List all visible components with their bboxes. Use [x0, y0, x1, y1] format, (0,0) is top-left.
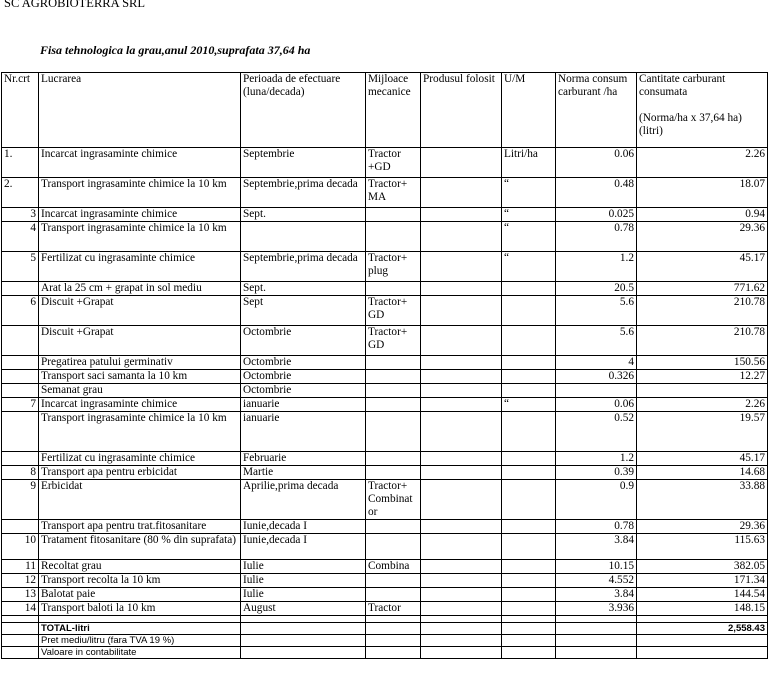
cell-cantitate: 148.15	[637, 602, 768, 616]
footer-cell	[2, 647, 39, 659]
footer-cell	[241, 647, 366, 659]
cell-cantitate: 14.68	[637, 466, 768, 480]
cell-mijloace	[366, 412, 421, 452]
cell-perioada: ianuarie	[241, 398, 366, 412]
cell-produsul	[421, 480, 502, 520]
cell-perioada: Sept.	[241, 208, 366, 222]
cell-um	[502, 534, 556, 560]
table-row	[2, 588, 768, 602]
cell-mijloace	[366, 208, 421, 222]
cell-nr: 13	[2, 588, 39, 602]
cell-produsul	[421, 208, 502, 222]
cell-cantitate: 771.62	[637, 282, 768, 296]
table-row	[2, 384, 768, 398]
cell-mijloace: Tractor+ GD	[366, 296, 421, 326]
table-row	[2, 356, 768, 370]
table-row	[2, 326, 768, 356]
total-row-label: TOTAL-litri	[39, 623, 241, 635]
cell-nr	[2, 520, 39, 534]
cell-perioada: Iulie	[241, 560, 366, 574]
footer-cell	[2, 635, 39, 647]
cell-norma: 0.9	[556, 480, 637, 520]
cell-produsul	[421, 560, 502, 574]
cell-mijloace	[366, 282, 421, 296]
cell-nr: 2.	[2, 178, 39, 208]
cell-mijloace	[366, 466, 421, 480]
footer-cell	[2, 623, 39, 635]
cell-lucrarea: Transport ingrasaminte chimice la 10 km	[39, 412, 241, 452]
header-cantitate-label: Cantitate carburant consumata	[639, 73, 726, 98]
cell-lucrarea: Incarcat ingrasaminte chimice	[39, 398, 241, 412]
cell-lucrarea: Incarcat ingrasaminte chimice	[39, 208, 241, 222]
cell-nr	[2, 282, 39, 296]
cell-lucrarea: Recoltat grau	[39, 560, 241, 574]
cell-perioada: Iunie,decada I	[241, 534, 366, 560]
cell-lucrarea: Pregatirea patului germinativ	[39, 356, 241, 370]
cell-um	[502, 560, 556, 574]
cell-perioada: Iulie	[241, 588, 366, 602]
footer-cell	[556, 623, 637, 635]
cell-lucrarea: Discuit +Grapat	[39, 296, 241, 326]
cell-cantitate: 29.36	[637, 520, 768, 534]
cell-lucrarea: Transport ingrasaminte chimice la 10 km	[39, 222, 241, 252]
cell-mijloace	[366, 534, 421, 560]
cell-perioada: Septembrie,prima decada	[241, 252, 366, 282]
cell-um	[502, 384, 556, 398]
cell-lucrarea: Transport recolta la 10 km	[39, 574, 241, 588]
cell-nr: 10	[2, 534, 39, 560]
footer-cell	[366, 635, 421, 647]
cell-lucrarea: Fertilizat cu ingrasaminte chimice	[39, 452, 241, 466]
cell-cantitate: 210.78	[637, 296, 768, 326]
footer-cell	[366, 647, 421, 659]
cell-nr: 7	[2, 398, 39, 412]
cell-um	[502, 282, 556, 296]
cell-perioada: Sept	[241, 296, 366, 326]
cell-cantitate: 150.56	[637, 356, 768, 370]
cell-perioada: ianuarie	[241, 412, 366, 452]
cell-lucrarea: Fertilizat cu ingrasaminte chimice	[39, 252, 241, 282]
cell-um: “	[502, 208, 556, 222]
header-um: U/M	[502, 73, 556, 148]
cell-produsul	[421, 588, 502, 602]
cell-perioada: Martie	[241, 466, 366, 480]
cell-norma: 4	[556, 356, 637, 370]
cell-norma	[556, 384, 637, 398]
cell-cantitate: 115.63	[637, 534, 768, 560]
cell-cantitate: 2.26	[637, 398, 768, 412]
blank-cell	[421, 616, 502, 623]
blank-cell	[241, 616, 366, 623]
footer-cell	[241, 623, 366, 635]
footer-cell	[637, 647, 768, 659]
cell-produsul	[421, 452, 502, 466]
cell-lucrarea: Arat la 25 cm + grapat in sol mediu	[39, 282, 241, 296]
cell-cantitate: 45.17	[637, 452, 768, 466]
cell-perioada: Iulie	[241, 574, 366, 588]
cell-produsul	[421, 222, 502, 252]
cell-um	[502, 296, 556, 326]
header-produsul: Produsul folosit	[421, 73, 502, 148]
cell-produsul	[421, 252, 502, 282]
cell-cantitate: 33.88	[637, 480, 768, 520]
cell-produsul	[421, 466, 502, 480]
cell-norma: 1.2	[556, 452, 637, 466]
cell-um: Litri/ha	[502, 148, 556, 178]
cell-perioada	[241, 222, 366, 252]
cell-mijloace: Tractor+ MA	[366, 178, 421, 208]
blank-cell	[366, 616, 421, 623]
cell-um	[502, 602, 556, 616]
cell-cantitate	[637, 384, 768, 398]
cell-um: “	[502, 178, 556, 208]
tech-sheet-table	[1, 72, 768, 659]
cell-nr	[2, 326, 39, 356]
cell-produsul	[421, 384, 502, 398]
cell-mijloace	[366, 452, 421, 466]
table-row	[2, 370, 768, 384]
cell-nr: 8	[2, 466, 39, 480]
valoare-row	[2, 647, 768, 659]
footer-cell	[241, 635, 366, 647]
cell-lucrarea: Transport apa pentru trat.fitosanitare	[39, 520, 241, 534]
cell-cantitate: 29.36	[637, 222, 768, 252]
table-row	[2, 480, 768, 520]
cell-cantitate: 382.05	[637, 560, 768, 574]
cell-lucrarea: Transport ingrasaminte chimice la 10 km	[39, 178, 241, 208]
pret-row-label: Pret mediu/litru (fara TVA 19 %)	[39, 635, 241, 647]
cell-nr: 5	[2, 252, 39, 282]
cell-mijloace: Tractor	[366, 602, 421, 616]
total-row	[2, 623, 768, 635]
table-row	[2, 412, 768, 452]
table-row	[2, 282, 768, 296]
table-row	[2, 602, 768, 616]
total-row-value: 2,558.43	[637, 623, 768, 635]
cell-lucrarea: Transport saci samanta la 10 km	[39, 370, 241, 384]
cell-norma: 0.025	[556, 208, 637, 222]
table-row	[2, 398, 768, 412]
cell-norma: 20.5	[556, 282, 637, 296]
pret-row	[2, 635, 768, 647]
cell-norma: 0.48	[556, 178, 637, 208]
cell-produsul	[421, 574, 502, 588]
cell-perioada: Aprilie,prima decada	[241, 480, 366, 520]
cell-perioada: Octombrie	[241, 370, 366, 384]
cell-norma: 3.84	[556, 588, 637, 602]
cell-nr	[2, 412, 39, 452]
footer-cell	[556, 647, 637, 659]
header-mijloace: Mijloace mecanice	[366, 73, 421, 148]
cell-lucrarea: Balotat paie	[39, 588, 241, 602]
cell-produsul	[421, 178, 502, 208]
cell-lucrarea: Tratament fitosanitare (80 % din suprafata)	[39, 534, 241, 560]
cell-cantitate: 144.54	[637, 588, 768, 602]
cell-um	[502, 452, 556, 466]
cell-um	[502, 466, 556, 480]
cell-lucrarea: Discuit +Grapat	[39, 326, 241, 356]
table-row	[2, 296, 768, 326]
cell-mijloace	[366, 398, 421, 412]
cell-produsul	[421, 412, 502, 452]
cell-produsul	[421, 326, 502, 356]
cell-mijloace: Tractor +GD	[366, 148, 421, 178]
cell-norma: 0.78	[556, 520, 637, 534]
table-row	[2, 574, 768, 588]
cell-nr: 12	[2, 574, 39, 588]
cell-perioada: Februarie	[241, 452, 366, 466]
cell-nr: 6	[2, 296, 39, 326]
cell-nr: 1.	[2, 148, 39, 178]
blank-cell	[637, 616, 768, 623]
cell-um	[502, 480, 556, 520]
cell-norma: 0.78	[556, 222, 637, 252]
cell-produsul	[421, 296, 502, 326]
cell-lucrarea: Incarcat ingrasaminte chimice	[39, 148, 241, 178]
cell-um	[502, 356, 556, 370]
footer-cell	[637, 635, 768, 647]
cell-lucrarea: Transport apa pentru erbicidat	[39, 466, 241, 480]
cell-perioada: Octombrie	[241, 356, 366, 370]
cell-mijloace	[366, 370, 421, 384]
cell-mijloace	[366, 384, 421, 398]
blank-cell	[502, 616, 556, 623]
cell-norma: 1.2	[556, 252, 637, 282]
cell-nr: 9	[2, 480, 39, 520]
cell-mijloace	[366, 222, 421, 252]
table-row	[2, 252, 768, 282]
blank-cell	[39, 616, 241, 623]
cell-cantitate: 2.26	[637, 148, 768, 178]
cell-norma: 3.84	[556, 534, 637, 560]
cell-nr: 3	[2, 208, 39, 222]
cell-cantitate: 18.07	[637, 178, 768, 208]
table-row	[2, 148, 768, 178]
table-row	[2, 208, 768, 222]
cell-nr	[2, 356, 39, 370]
footer-cell	[421, 647, 502, 659]
table-row	[2, 520, 768, 534]
cell-produsul	[421, 602, 502, 616]
cell-cantitate: 0.94	[637, 208, 768, 222]
cell-um	[502, 412, 556, 452]
cell-nr	[2, 384, 39, 398]
cell-mijloace	[366, 356, 421, 370]
cell-produsul	[421, 282, 502, 296]
cell-perioada: August	[241, 602, 366, 616]
table-row	[2, 560, 768, 574]
header-nr: Nr.crt	[2, 73, 39, 148]
blank-cell	[2, 616, 39, 623]
cell-norma: 0.06	[556, 398, 637, 412]
cell-um	[502, 574, 556, 588]
cell-lucrarea: Erbicidat	[39, 480, 241, 520]
cell-lucrarea: Transport baloti la 10 km	[39, 602, 241, 616]
cell-produsul	[421, 356, 502, 370]
cell-norma: 0.39	[556, 466, 637, 480]
cell-nr: 4	[2, 222, 39, 252]
cell-um: “	[502, 398, 556, 412]
table-row	[2, 534, 768, 560]
valoare-row-label: Valoare in contabilitate	[39, 647, 241, 659]
cell-cantitate: 12.27	[637, 370, 768, 384]
cell-lucrarea: Semanat grau	[39, 384, 241, 398]
footer-cell	[366, 623, 421, 635]
cell-norma: 0.326	[556, 370, 637, 384]
cell-cantitate: 171.34	[637, 574, 768, 588]
cell-um	[502, 370, 556, 384]
cell-produsul	[421, 520, 502, 534]
footer-cell	[556, 635, 637, 647]
footer-cell	[502, 623, 556, 635]
cell-norma: 5.6	[556, 296, 637, 326]
header-cantitate-note: (Norma/ha x 37,64 ha) (litri)	[639, 112, 742, 137]
cell-norma: 0.52	[556, 412, 637, 452]
header-row	[2, 73, 768, 148]
cell-cantitate: 45.17	[637, 252, 768, 282]
table-row	[2, 466, 768, 480]
blank-cell	[556, 616, 637, 623]
cell-norma: 4.552	[556, 574, 637, 588]
cell-nr: 14	[2, 602, 39, 616]
cell-mijloace: Tractor+ plug	[366, 252, 421, 282]
cell-produsul	[421, 148, 502, 178]
cell-mijloace	[366, 588, 421, 602]
header-norma: Norma consum carburant /ha	[556, 73, 637, 148]
cell-produsul	[421, 370, 502, 384]
header-lucrarea: Lucrarea	[39, 73, 241, 148]
cell-produsul	[421, 534, 502, 560]
footer-cell	[421, 635, 502, 647]
cell-nr	[2, 452, 39, 466]
cell-nr	[2, 370, 39, 384]
cell-mijloace: Combina	[366, 560, 421, 574]
cell-mijloace	[366, 520, 421, 534]
cell-perioada: Septembrie,prima decada	[241, 178, 366, 208]
cell-cantitate: 210.78	[637, 326, 768, 356]
cell-produsul	[421, 398, 502, 412]
cell-perioada: Octombrie	[241, 326, 366, 356]
cell-um	[502, 326, 556, 356]
document-title: Fisa tehnologica la grau,anul 2010,suprafata 37,64 ha	[40, 43, 311, 57]
table-row	[2, 452, 768, 466]
header-perioada: Perioada de efectuare (luna/decada)	[241, 73, 366, 148]
cell-norma: 3.936	[556, 602, 637, 616]
footer-cell	[502, 647, 556, 659]
cell-cantitate: 19.57	[637, 412, 768, 452]
footer-cell	[421, 623, 502, 635]
table-row	[2, 222, 768, 252]
cell-um	[502, 520, 556, 534]
cell-perioada: Octombrie	[241, 384, 366, 398]
company-name: SC AGROBIOTERRA SRL	[4, 0, 146, 10]
cell-nr: 11	[2, 560, 39, 574]
cell-norma: 5.6	[556, 326, 637, 356]
cell-um: “	[502, 252, 556, 282]
cell-perioada: Iunie,decada I	[241, 520, 366, 534]
cell-perioada: Sept.	[241, 282, 366, 296]
cell-norma: 10.15	[556, 560, 637, 574]
table-row	[2, 178, 768, 208]
cell-mijloace: Tractor+ GD	[366, 326, 421, 356]
cell-norma: 0.06	[556, 148, 637, 178]
footer-cell	[502, 635, 556, 647]
cell-um: “	[502, 222, 556, 252]
cell-mijloace	[366, 574, 421, 588]
cell-um	[502, 588, 556, 602]
cell-mijloace: Tractor+ Combinat or	[366, 480, 421, 520]
cell-perioada: Septembrie	[241, 148, 366, 178]
header-cantitate	[637, 73, 768, 148]
blank-row	[2, 616, 768, 623]
